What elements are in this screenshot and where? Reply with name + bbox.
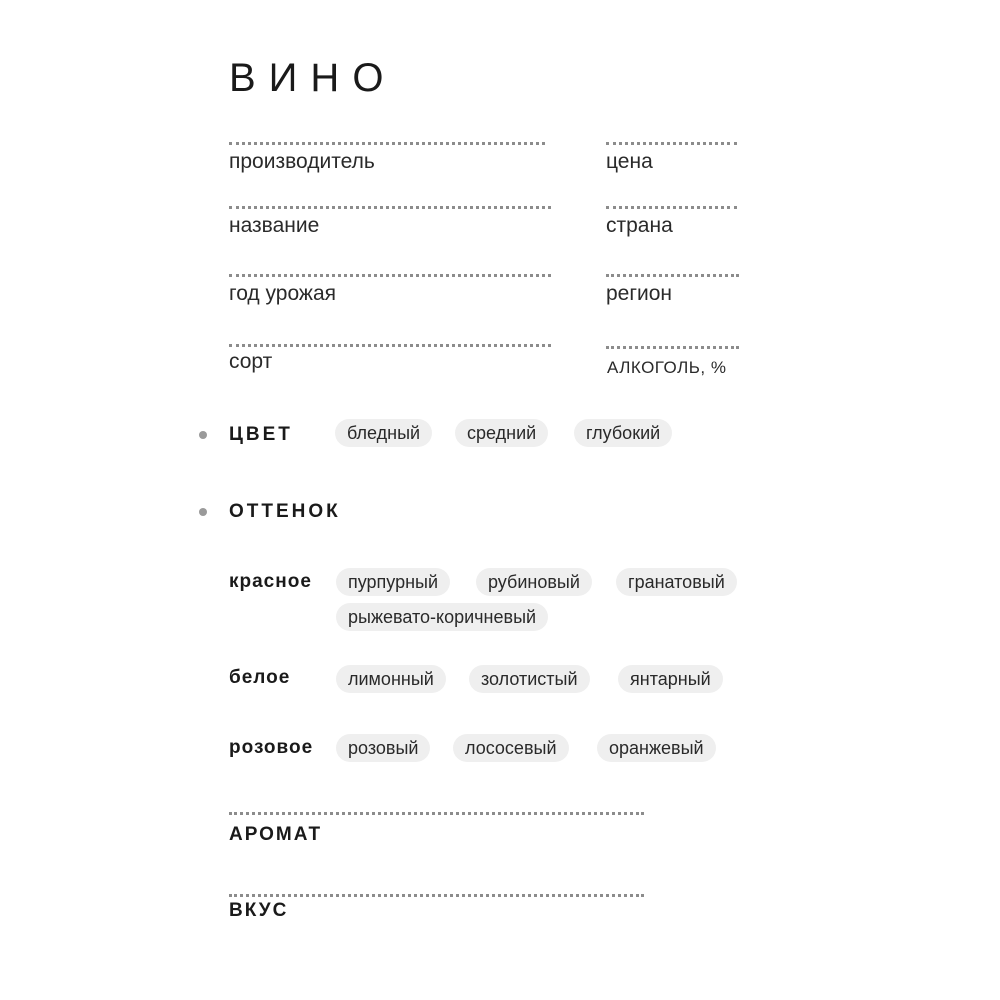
name-label: название [229, 214, 320, 237]
country-line[interactable] [606, 206, 737, 209]
vintage-label: год урожая [229, 282, 336, 305]
red-label: красное [229, 571, 312, 592]
white-chip-amber[interactable]: янтарный [618, 665, 723, 693]
red-chip-tawny[interactable]: рыжевато-коричневый [336, 603, 548, 631]
color-chip-pale[interactable]: бледный [335, 419, 432, 447]
price-label: цена [606, 150, 653, 173]
variety-line[interactable] [229, 344, 551, 347]
vintage-line[interactable] [229, 274, 551, 277]
rose-label: розовое [229, 737, 314, 758]
price-line[interactable] [606, 142, 737, 145]
taste-line[interactable] [229, 894, 644, 897]
shade-bullet-icon [199, 508, 207, 516]
taste-label: ВКУС [229, 900, 289, 921]
color-section-label: ЦВЕТ [229, 424, 293, 445]
white-chip-lemon[interactable]: лимонный [336, 665, 446, 693]
region-label: регион [606, 282, 673, 305]
red-chip-garnet[interactable]: гранатовый [616, 568, 737, 596]
color-chip-deep[interactable]: глубокий [574, 419, 672, 447]
producer-label: производитель [229, 150, 375, 173]
variety-label: сорт [229, 350, 273, 373]
color-chip-medium[interactable]: средний [455, 419, 548, 447]
white-chip-golden[interactable]: золотистый [469, 665, 590, 693]
name-line[interactable] [229, 206, 551, 209]
rose-chip-orange[interactable]: оранжевый [597, 734, 716, 762]
country-label: страна [606, 214, 673, 237]
color-bullet-icon [199, 431, 207, 439]
red-chip-ruby[interactable]: рубиновый [476, 568, 592, 596]
alcohol-label: АЛКОГОЛЬ, % [607, 358, 727, 377]
red-chip-purple[interactable]: пурпурный [336, 568, 450, 596]
producer-line[interactable] [229, 142, 545, 145]
rose-chip-pink[interactable]: розовый [336, 734, 430, 762]
region-line[interactable] [606, 274, 739, 277]
white-label: белое [229, 667, 291, 688]
aroma-line[interactable] [229, 812, 644, 815]
alcohol-line[interactable] [606, 346, 739, 349]
aroma-label: АРОМАТ [229, 824, 323, 845]
page-title: ВИНО [229, 56, 397, 100]
shade-section-label: ОТТЕНОК [229, 501, 341, 522]
rose-chip-salmon[interactable]: лососевый [453, 734, 569, 762]
